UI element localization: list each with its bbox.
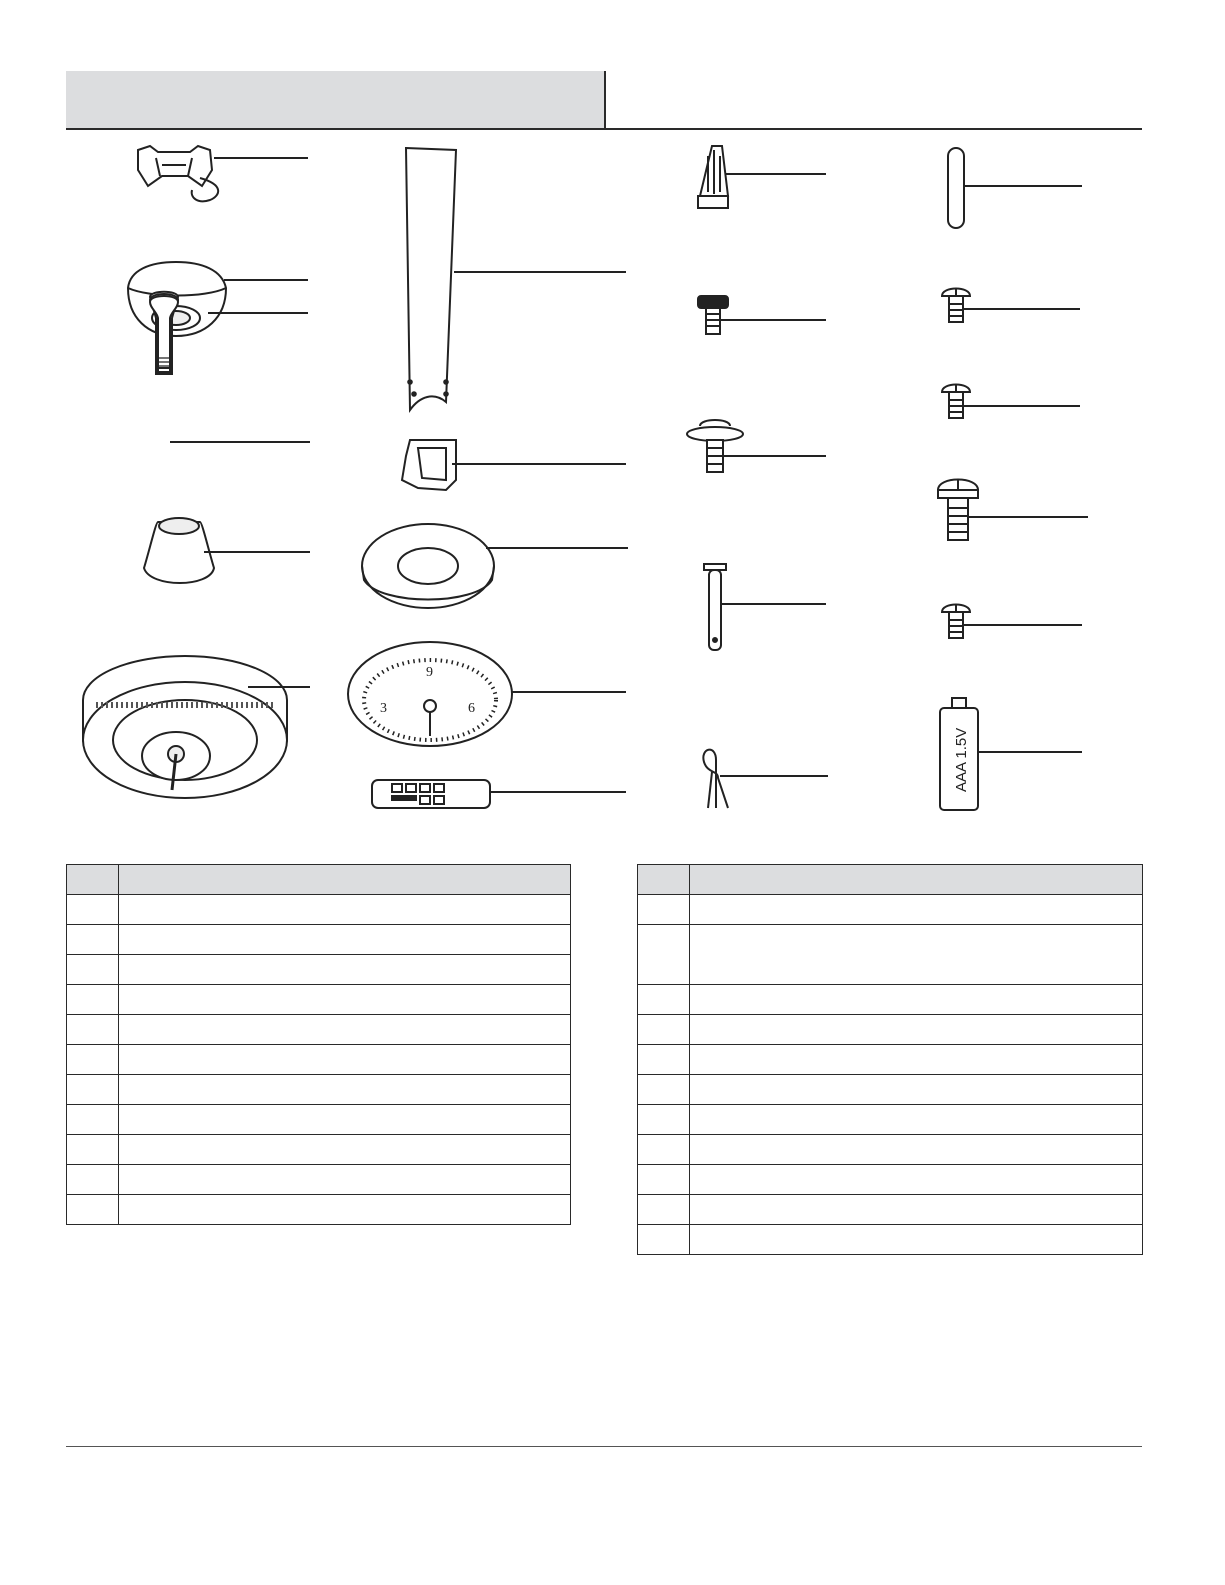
part-cell <box>638 1135 690 1165</box>
table-row <box>67 1195 571 1225</box>
description-cell <box>119 895 571 925</box>
table-row <box>638 1105 1143 1135</box>
table-header-row <box>67 865 571 895</box>
yoke-cover-icon <box>144 518 310 583</box>
description-cell <box>690 1225 1143 1255</box>
wire-nut-icon <box>698 146 826 208</box>
part-cell <box>638 895 690 925</box>
mounting-bracket-icon <box>138 146 308 201</box>
part-cell <box>67 925 119 955</box>
clevis-pin-icon <box>704 564 826 650</box>
part-cell <box>67 1045 119 1075</box>
table-row <box>638 1015 1143 1045</box>
table-row <box>67 1165 571 1195</box>
bowl-numeral-right: 6 <box>468 701 475 716</box>
footer-divider <box>66 1446 1142 1447</box>
description-cell <box>690 895 1143 925</box>
part-cell <box>638 1015 690 1045</box>
description-cell <box>690 1045 1143 1075</box>
part-cell <box>67 955 119 985</box>
part-cell <box>638 985 690 1015</box>
part-cell <box>67 895 119 925</box>
small-screw-1-icon <box>942 288 1080 322</box>
parts-table-left <box>66 864 571 1225</box>
description-cell <box>119 1105 571 1135</box>
description-cell <box>119 1045 571 1075</box>
table-row <box>638 1045 1143 1075</box>
col-part-header <box>67 865 119 895</box>
table-header-row <box>638 865 1143 895</box>
part-cell <box>67 985 119 1015</box>
table-row <box>67 895 571 925</box>
table-row <box>638 1225 1143 1255</box>
part-cell <box>67 1075 119 1105</box>
washer-screw-icon <box>687 420 826 472</box>
description-cell <box>690 1075 1143 1105</box>
switch-housing-icon <box>362 524 628 608</box>
description-cell <box>690 1165 1143 1195</box>
part-cell <box>638 1075 690 1105</box>
remote-control-icon <box>372 780 626 808</box>
description-cell <box>690 925 1143 985</box>
description-cell <box>690 1135 1143 1165</box>
table-row <box>638 985 1143 1015</box>
col-part-header <box>638 865 690 895</box>
table-row <box>67 1105 571 1135</box>
hairpin-clip-icon <box>703 750 828 808</box>
description-cell <box>119 1165 571 1195</box>
table-row <box>67 1135 571 1165</box>
part-cell <box>67 1135 119 1165</box>
small-screw-2-icon <box>942 384 1080 418</box>
blade-arm-icon <box>402 440 626 490</box>
table-row <box>638 1075 1143 1105</box>
part-cell <box>67 1105 119 1135</box>
description-cell <box>119 925 571 955</box>
battery-label: AAA 1.5V <box>953 727 970 792</box>
balancing-pin-icon <box>948 148 1082 228</box>
part-cell <box>638 1225 690 1255</box>
table-row <box>67 925 571 955</box>
description-cell <box>119 1195 571 1225</box>
large-screw-icon <box>938 480 1088 541</box>
col-description-header <box>119 865 571 895</box>
description-cell <box>119 1075 571 1105</box>
part-cell <box>638 1105 690 1135</box>
table-row <box>67 985 571 1015</box>
description-cell <box>119 1015 571 1045</box>
description-cell <box>690 985 1143 1015</box>
part-cell <box>638 925 690 985</box>
part-cell <box>67 1195 119 1225</box>
table-row <box>67 955 571 985</box>
battery-icon <box>940 698 1082 810</box>
blade-icon <box>406 148 626 410</box>
bowl-numeral-top: 9 <box>426 665 433 680</box>
description-cell <box>119 1135 571 1165</box>
table-row <box>638 1195 1143 1225</box>
small-screw-3-icon <box>942 604 1082 638</box>
table-row <box>67 1045 571 1075</box>
table-row <box>638 925 1143 985</box>
description-cell <box>119 985 571 1015</box>
part-cell <box>67 1015 119 1045</box>
motor-assembly-icon <box>83 656 310 798</box>
light-kit-icon <box>348 642 626 746</box>
part-cell <box>638 1195 690 1225</box>
col-description-header <box>690 865 1143 895</box>
table-row <box>638 895 1143 925</box>
table-row <box>67 1075 571 1105</box>
part-cell <box>67 1165 119 1195</box>
bowl-numeral-left: 3 <box>380 701 387 716</box>
description-cell <box>690 1015 1143 1045</box>
table-row <box>67 1015 571 1045</box>
table-row <box>638 1165 1143 1195</box>
parts-table-right <box>637 864 1143 1255</box>
part-cell <box>638 1165 690 1195</box>
description-cell <box>690 1195 1143 1225</box>
description-cell <box>690 1105 1143 1135</box>
description-cell <box>119 955 571 985</box>
table-row <box>638 1135 1143 1165</box>
part-cell <box>638 1045 690 1075</box>
thumb-screw-icon <box>698 296 826 334</box>
